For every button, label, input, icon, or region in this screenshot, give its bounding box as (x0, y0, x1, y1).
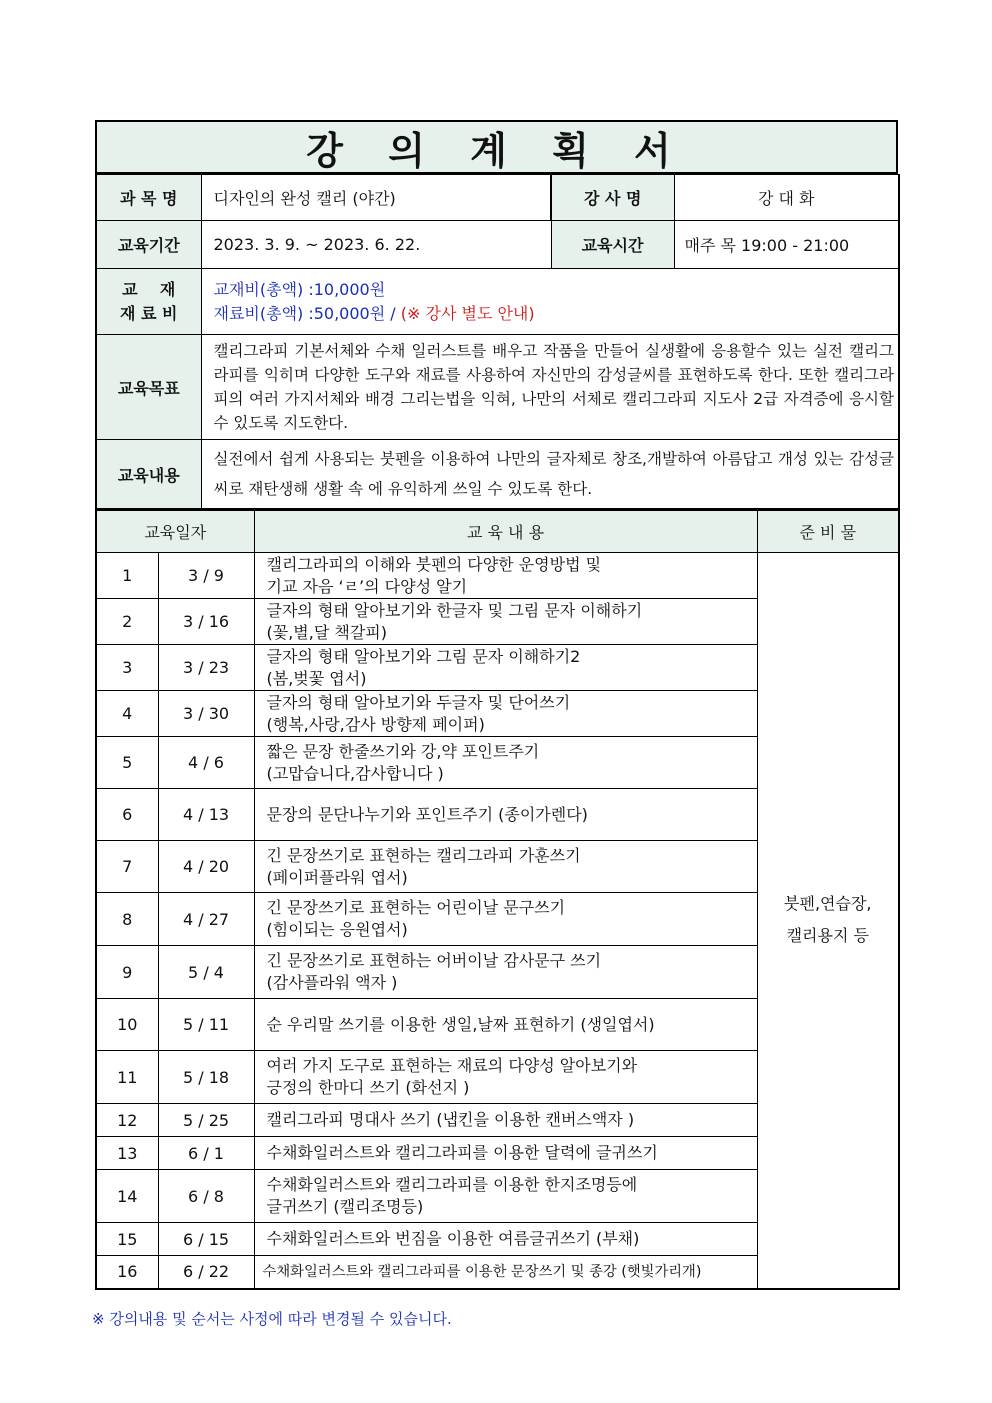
row-content (254, 789, 757, 841)
row-content-line2: (행복,사랑,감사 방향제 페이퍼) (266, 714, 485, 734)
row-number: 1 (96, 553, 158, 599)
row-date: 6 / 22 (158, 1256, 254, 1289)
content-text: 실전에서 쉽게 사용되는 붓펜을 이용하여 나만의 글자체로 창조,개발하여 아름답고 개성 있는 감성글씨로 재탄생해 생활 속 에 유익하게 쓰일 수 있도록 한다. (201, 440, 899, 510)
row-number: 4 (96, 691, 158, 737)
prep-line2: 캘리용지 등 (786, 926, 869, 946)
row-number: 14 (96, 1170, 158, 1223)
row-content-line1: 글자의 형태 알아보기와 한글자 및 그림 문자 이해하기 (266, 600, 643, 620)
row-number: 16 (96, 1256, 158, 1289)
instructor-label: 강 사 명 (551, 175, 674, 221)
row-date: 4 / 20 (158, 841, 254, 893)
row-content-line2: 글귀쓰기 (캘리조명등) (266, 1197, 424, 1216)
textbook-fee: 교재비(총액) :10,000원 (213, 279, 386, 299)
row-content-line2: (힘이되는 응원엽서) (266, 920, 408, 939)
row-content (254, 1137, 757, 1170)
row-content (254, 599, 757, 645)
row-content-line2: (고맙습니다,감사합니다 ) (266, 763, 444, 783)
material-fee-line (214, 302, 899, 326)
row-date: 3 / 23 (158, 645, 254, 691)
row-content-line1: 순 우리말 쓰기를 이용한 생일,날짜 표현하기 (생일엽서) (266, 1014, 655, 1034)
row-date: 5 / 18 (158, 1051, 254, 1104)
material-label-line1: 교 재 (122, 279, 176, 299)
material-label-line2: 재 료 비 (119, 303, 178, 323)
material-note: (※ 강사 별도 안내) (400, 303, 535, 323)
prep-materials (757, 553, 899, 1289)
row-content (254, 1051, 757, 1104)
material-fee: 재료비(총액) :50,000원 / (213, 303, 401, 323)
row-content-line1: 여러 가지 도구로 표현하는 재료의 다양성 알아보기와 (266, 1056, 638, 1075)
row-date: 3 / 30 (158, 691, 254, 737)
row-date: 4 / 6 (158, 737, 254, 789)
row-content (254, 1256, 757, 1289)
row-date: 5 / 25 (158, 1104, 254, 1137)
row-content (254, 691, 757, 737)
row-content-line2: 기교 자음 ‘ㄹ’의 다양성 알기 (266, 576, 468, 596)
row-date: 3 / 16 (158, 599, 254, 645)
row-number: 5 (96, 737, 158, 789)
row-date: 5 / 11 (158, 999, 254, 1051)
row-content-line1: 수채화일러스트와 캘리그라피를 이용한 한지조명등에 (266, 1175, 638, 1194)
row-number: 13 (96, 1137, 158, 1170)
row-content-line1: 짧은 문장 한줄쓰기와 강,약 포인트주기 (266, 741, 540, 761)
course-info-table (95, 174, 900, 510)
row-content-line2: (감사플라워 액자 ) (266, 973, 398, 992)
period-value: 2023. 3. 9. ~ 2023. 6. 22. (201, 221, 551, 269)
page-title: 강 의 계 획 서 (95, 120, 898, 174)
content-label: 교육내용 (96, 440, 201, 510)
row-content (254, 946, 757, 999)
row-number: 15 (96, 1223, 158, 1256)
row-content-line1: 글자의 형태 알아보기와 두글자 및 단어쓰기 (266, 692, 571, 712)
row-content (254, 645, 757, 691)
row-content (254, 841, 757, 893)
course-label: 과 목 명 (96, 175, 201, 221)
row-number: 11 (96, 1051, 158, 1104)
row-content (254, 553, 757, 599)
row-date: 5 / 4 (158, 946, 254, 999)
row-date: 3 / 9 (158, 553, 254, 599)
row-content-line1: 긴 문장쓰기로 표현하는 어린이날 문구쓰기 (266, 898, 566, 917)
row-number: 12 (96, 1104, 158, 1137)
row-content (254, 1170, 757, 1223)
row-content-line1: 글자의 형태 알아보기와 그림 문자 이해하기2 (266, 646, 581, 666)
row-content (254, 1223, 757, 1256)
row-content-line2: 긍정의 한마디 쓰기 (화선지 ) (266, 1078, 470, 1097)
course-value: 디자인의 완성 캘리 (야간) (201, 175, 551, 221)
row-content (254, 1104, 757, 1137)
material-label (96, 269, 201, 335)
row-number: 8 (96, 893, 158, 946)
row-content-line1: 문장의 문단나누기와 포인트주기 (종이가렌다) (266, 804, 588, 824)
row-content-line2: (꽃,별,달 책갈피) (266, 622, 387, 642)
row-date: 6 / 1 (158, 1137, 254, 1170)
time-value: 매주 목 19:00 - 21:00 (674, 221, 899, 269)
row-date: 4 / 13 (158, 789, 254, 841)
row-content-line1: 캘리그라피의 이해와 붓펜의 다양한 운영방법 및 (266, 554, 602, 574)
row-content-line1: 수채화일러스트와 번짐을 이용한 여름글귀쓰기 (부채) (266, 1229, 640, 1248)
schedule-header-row (96, 511, 899, 553)
schedule-header-content: 교 육 내 용 (254, 511, 757, 553)
row-number: 7 (96, 841, 158, 893)
schedule-header-date: 교육일자 (96, 511, 254, 553)
row-date: 6 / 8 (158, 1170, 254, 1223)
time-label: 교육시간 (551, 221, 674, 269)
table-row (96, 553, 899, 599)
row-number: 2 (96, 599, 158, 645)
goal-text: 캘리그라피 기본서체와 수채 일러스트를 배우고 작품을 만들어 실생활에 응용할수 있는 실전 캘리그라피를 익히며 다양한 도구와 재료를 사용하여 자신만의 감성글씨를 표현하도록 한다. 또한 캘리그라피의 여러 가지서체와 배경 그리는법을 익혀, 나만의 서체로 캘리그라피 지도사 2급 자격증에 응시할수 있도록 지도한다. (201, 335, 899, 440)
row-content (254, 737, 757, 789)
row-content-line1: 캘리그라피 명대사 쓰기 (냅킨을 이용한 캔버스액자 ) (266, 1110, 635, 1129)
row-number: 9 (96, 946, 158, 999)
goal-label: 교육목표 (96, 335, 201, 440)
prep-line1: 붓펜,연습장, (784, 894, 872, 914)
row-content (254, 893, 757, 946)
row-content-line1: 긴 문장쓰기로 표현하는 캘리그라피 가훈쓰기 (266, 845, 581, 865)
lecture-plan-document (95, 120, 898, 1290)
schedule-header-prep: 준 비 물 (757, 511, 899, 553)
row-content-line1: 수채화일러스트와 캘리그라피를 이용한 문장쓰기 및 종강 (햇빛가리개) (262, 1263, 702, 1280)
row-content-line2: (페이퍼플라워 엽서) (266, 867, 408, 887)
row-content-line1: 긴 문장쓰기로 표현하는 어버이날 감사문구 쓰기 (266, 951, 602, 970)
instructor-value: 강 대 화 (674, 175, 899, 221)
schedule-body (96, 553, 899, 1289)
row-number: 10 (96, 999, 158, 1051)
row-content-line1: 수채화일러스트와 캘리그라피를 이용한 달력에 글귀쓰기 (266, 1143, 658, 1162)
footnote: ※ 강의내용 및 순서는 사정에 따라 변경될 수 있습니다. (92, 1310, 452, 1328)
material-value (201, 269, 899, 335)
row-content-line2: (봄,벚꽃 엽서) (266, 668, 367, 688)
schedule-table (95, 510, 900, 1290)
row-content (254, 999, 757, 1051)
row-date: 4 / 27 (158, 893, 254, 946)
row-date: 6 / 15 (158, 1223, 254, 1256)
row-number: 6 (96, 789, 158, 841)
row-number: 3 (96, 645, 158, 691)
period-label: 교육기간 (96, 221, 201, 269)
